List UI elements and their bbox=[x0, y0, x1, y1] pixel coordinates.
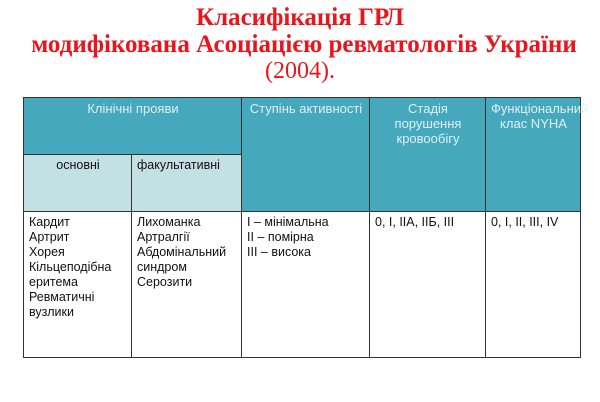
title-line-3: (2004). bbox=[265, 58, 335, 84]
header-activity: Ступінь активності bbox=[242, 98, 370, 212]
cell-circulation: 0, I, IIA, IIБ, III bbox=[370, 212, 486, 358]
optional-item: Абдомінальний синдром bbox=[137, 245, 227, 274]
header-clinical: Клінічні прояви bbox=[24, 98, 242, 155]
main-item: Хорея bbox=[29, 245, 65, 259]
cell-optional-manifestations bbox=[132, 212, 242, 358]
subheader-main: основні bbox=[24, 155, 132, 212]
header-nyha: Функціональний клас NYHA bbox=[486, 98, 581, 212]
cell-nyha: 0, I, II, III, IV bbox=[486, 212, 581, 358]
cell-main-manifestations bbox=[24, 212, 132, 358]
header-circulation: Стадія порушення кровообігу bbox=[370, 98, 486, 212]
classification-table bbox=[23, 97, 589, 358]
activity-item: I – мінімальна bbox=[247, 215, 329, 229]
main-item: Артрит bbox=[29, 230, 70, 244]
title-line-2: модифікована Асоціацією ревматологів України bbox=[31, 31, 577, 58]
main-item: Ревматичні вузлики bbox=[29, 290, 95, 319]
optional-item: Серозити bbox=[137, 275, 193, 289]
subheader-optional: факультативні bbox=[132, 155, 242, 212]
activity-item: II – помірна bbox=[247, 230, 314, 244]
main-item: Кільцеподібна еритема bbox=[29, 260, 112, 289]
optional-item: Лихоманка bbox=[137, 215, 201, 229]
optional-item: Артралгії bbox=[137, 230, 190, 244]
slide-title bbox=[0, 4, 600, 85]
cell-activity bbox=[242, 212, 370, 358]
activity-item: III – висока bbox=[247, 245, 311, 259]
main-item: Кардит bbox=[29, 215, 70, 229]
title-line-1: Класифікація ГРЛ bbox=[195, 4, 405, 31]
